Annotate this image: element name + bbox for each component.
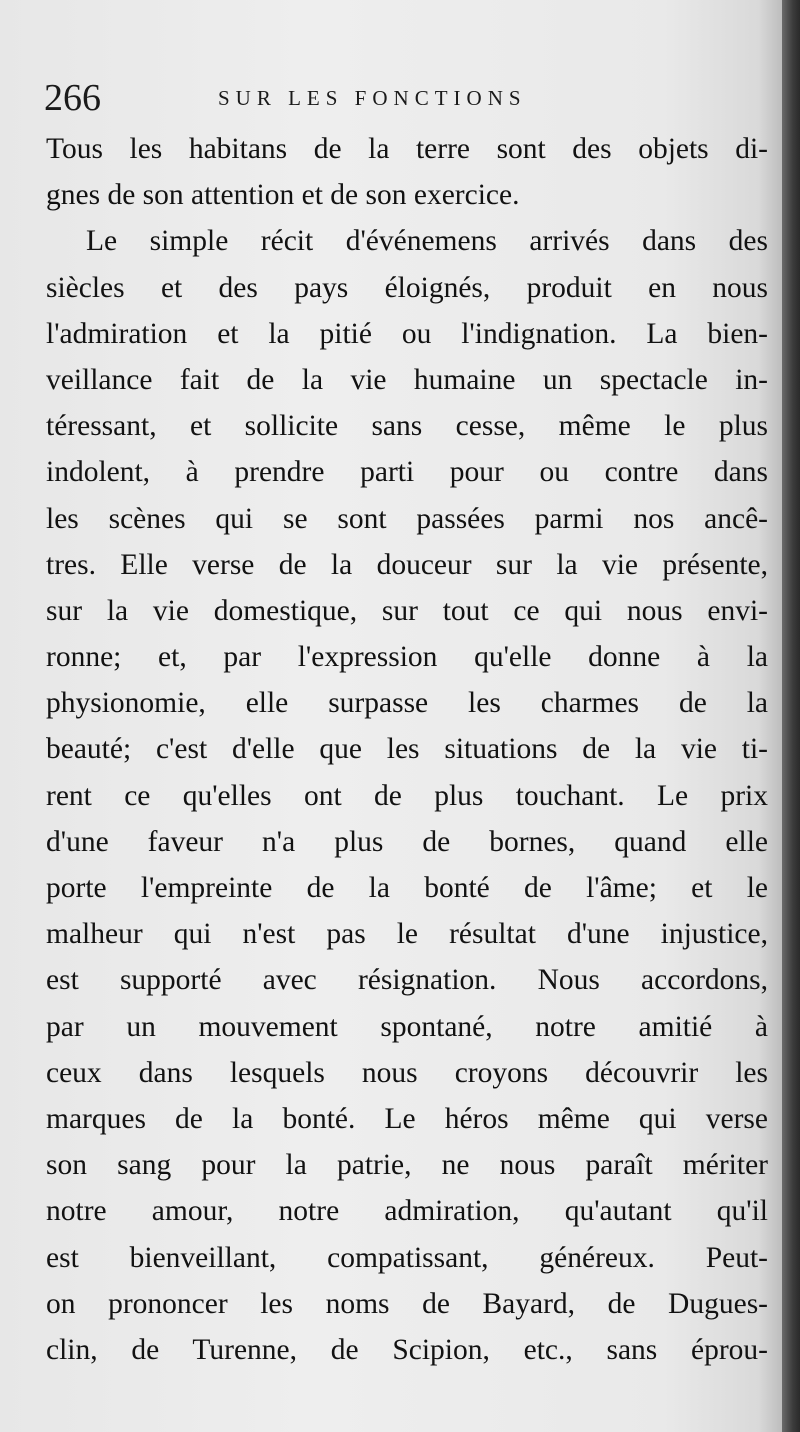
text-line: notre amour, notre admiration, qu'autant qu'il xyxy=(46,1195,768,1228)
text-line: beauté; c'est d'elle que les situations de la vie ti- xyxy=(46,733,768,766)
text-line: d'une faveur n'a plus de bornes, quand elle xyxy=(46,825,768,858)
text-line: porte l'empreinte de la bonté de l'âme; et le xyxy=(46,872,768,904)
text-line: par un mouvement spontané, notre amitié à xyxy=(46,1010,768,1043)
text-line: veillance fait de la vie humaine un spectacle in- xyxy=(46,363,768,396)
text-line: siècles et des pays éloignés, produit en nous xyxy=(46,271,768,304)
book-spine-shadow xyxy=(782,0,800,1432)
text-line: gnes de son attention et de son exercice. xyxy=(46,179,520,212)
text-line: marques de la bonté. Le héros même qui verse xyxy=(46,1102,768,1135)
page-header xyxy=(44,72,764,124)
text-line: clin, de Turenne, de Scipion, etc., sans éprou- xyxy=(46,1333,768,1366)
text-line: Tous les habitans de la terre sont des objets di- xyxy=(46,133,768,165)
text-line: ceux dans lesquels nous croyons découvrir les xyxy=(46,1056,768,1089)
text-line: l'admiration et la pitié ou l'indignation. La bien- xyxy=(46,317,768,350)
text-line: malheur qui n'est pas le résultat d'une injustice, xyxy=(46,918,768,951)
text-line: tres. Elle verse de la douceur sur la vie présente, xyxy=(46,548,768,581)
text-line: son sang pour la patrie, ne nous paraît mériter xyxy=(46,1149,768,1182)
text-line: est supporté avec résignation. Nous accordons, xyxy=(46,964,768,997)
text-line: ronne; et, par l'expression qu'elle donne à la xyxy=(46,641,768,674)
text-line: indolent, à prendre parti pour ou contre dans xyxy=(46,456,768,489)
text-line: les scènes qui se sont passées parmi nos ancê- xyxy=(46,502,768,535)
text-line: Le simple récit d'événemens arrivés dans des xyxy=(86,225,768,258)
page-number: 266 xyxy=(44,77,101,119)
body-text xyxy=(46,126,768,1373)
text-line: est bienveillant, compatissant, généreux. Peut- xyxy=(46,1241,768,1274)
running-head: SUR LES FONCTIONS xyxy=(218,86,527,110)
text-line: rent ce qu'elles ont de plus touchant. Le prix xyxy=(46,779,768,812)
text-line: physionomie, elle surpasse les charmes de la xyxy=(46,687,768,720)
text-line: sur la vie domestique, sur tout ce qui nous envi- xyxy=(46,594,768,627)
text-line: on prononcer les noms de Bayard, de Dugues- xyxy=(46,1287,768,1320)
text-line: téressant, et sollicite sans cesse, même le plus xyxy=(46,410,768,443)
